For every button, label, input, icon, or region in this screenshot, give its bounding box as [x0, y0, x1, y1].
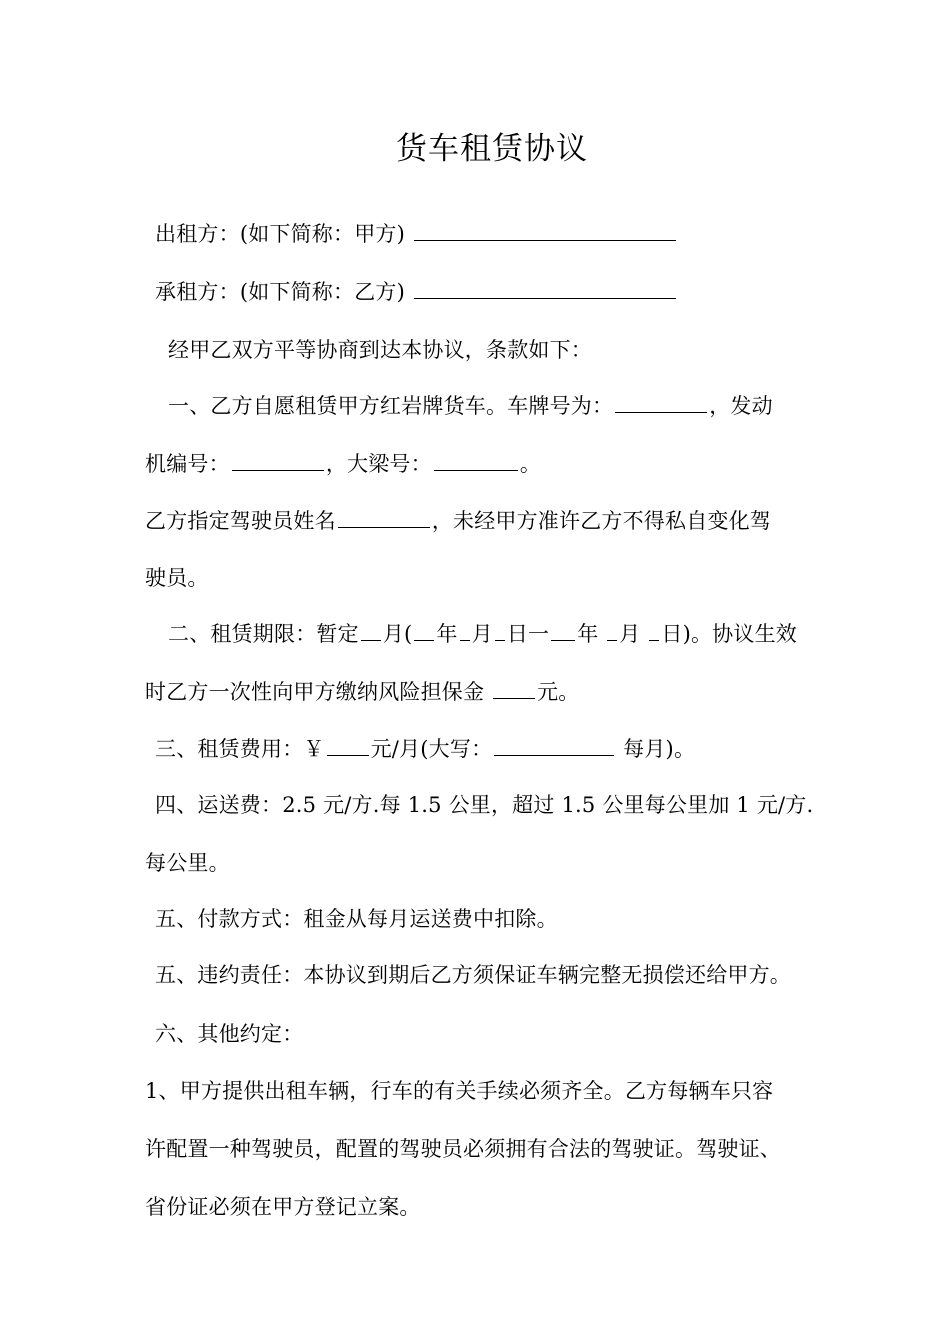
rent-in-words-blank: [494, 733, 614, 756]
clause2-t10: 元。: [537, 680, 580, 704]
rent-amount-blank: [327, 733, 369, 756]
start-month-blank: [460, 618, 470, 641]
clause2-line2: [145, 676, 579, 707]
clause7-line: 六、其他约定：: [155, 1022, 304, 1046]
clause6-line: 五、违约责任：本协议到期后乙方须保证车辆完整无损偿还给甲方。: [155, 963, 791, 987]
start-year-blank: [414, 618, 434, 641]
clause1-text-f: 乙方指定驾驶员姓名: [145, 509, 336, 533]
clause1-text-d: ，大梁号：: [325, 452, 432, 476]
frame-number-blank: [434, 448, 518, 471]
deposit-blank: [493, 676, 535, 699]
lessor-label: 出租方：: [155, 222, 240, 246]
clause4-line2: 每公里。: [145, 851, 230, 875]
intro-line: 经甲乙双方平等协商到达本协议，条款如下：: [168, 338, 592, 362]
clause1-text-b: ，发动: [709, 394, 773, 418]
item1-line2: 许配置一种驾驶员，配置的驾驶员必须拥有合法的驾驶证。驾驶证、: [145, 1137, 781, 1161]
lessee-blank: [414, 276, 676, 299]
clause3-t3: 每月)。: [616, 737, 696, 761]
clause1-line4: 驶员。: [145, 566, 209, 590]
clause2-t4: 月: [471, 622, 493, 646]
end-month-blank: [607, 618, 617, 641]
clause2-line1: [168, 618, 797, 649]
item1-line1: 1、甲方提供出租车辆，行车的有关手续必须齐全。乙方每辆车只容: [145, 1079, 774, 1103]
engine-number-blank: [232, 448, 324, 471]
months-blank: [361, 618, 381, 641]
clause2-t3: 年: [436, 622, 458, 646]
clause2-t5: 日一: [506, 622, 550, 646]
lessee-alias: (如下简称：乙方): [239, 280, 405, 304]
clause2-t8: 日)。协议生效: [661, 622, 797, 646]
clause2-t7: 月: [619, 622, 648, 646]
plate-number-blank: [615, 390, 707, 413]
clause2-t1: 二、租赁期限：暂定: [168, 622, 359, 646]
clause1-line1: [168, 390, 773, 421]
clause2-t2: 月(: [382, 622, 413, 646]
lessor-alias: (如下简称：甲方): [239, 222, 405, 246]
clause1-text-g: ，未经甲方准许乙方不得私自变化驾: [431, 509, 772, 533]
clause4-line1: 四、运送费：2.5 元/方.每 1.5 公里，超过 1.5 公里每公里加 1 元/方.: [155, 793, 814, 817]
clause2-t9: 时乙方一次性向甲方缴纳风险担保金: [145, 680, 492, 704]
clause1-line3: [145, 505, 771, 536]
lessee-line: [155, 276, 678, 307]
clause3-t2: 元/月(大写：: [370, 737, 493, 761]
document-title: 货车租赁协议: [396, 131, 588, 167]
lessor-line: [155, 218, 678, 249]
clause1-line2: [145, 448, 541, 479]
clause3-line: [155, 733, 695, 764]
clause2-t6: 年: [577, 622, 606, 646]
clause1-text-a: 一、乙方自愿租赁甲方红岩牌货车。车牌号为：: [168, 394, 614, 418]
lessee-label: 承租方：: [155, 280, 240, 304]
clause1-text-c: 机编号：: [145, 452, 230, 476]
end-day-blank: [649, 618, 659, 641]
clause5-line: 五、付款方式：租金从每月运送费中扣除。: [155, 907, 558, 931]
start-day-blank: [495, 618, 505, 641]
clause3-t1: 三、租赁费用：￥: [155, 737, 325, 761]
end-year-blank: [551, 618, 575, 641]
driver-name-blank: [338, 505, 430, 528]
lessor-blank: [414, 218, 676, 241]
clause1-text-e: 。: [519, 452, 542, 476]
item1-line3: 省份证必须在甲方登记立案。: [145, 1195, 421, 1219]
